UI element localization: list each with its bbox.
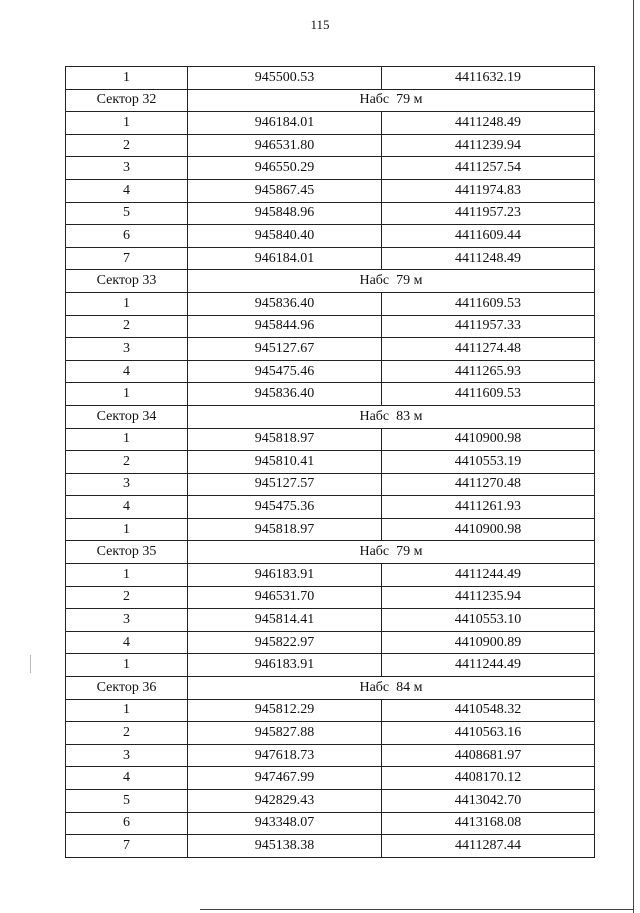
sector-header-row [66, 541, 595, 564]
coordinate-x: 947618.73 [188, 744, 382, 767]
table-row [66, 179, 595, 202]
coordinate-y: 4411609.53 [382, 383, 595, 406]
table-row [66, 790, 595, 813]
point-number: 1 [66, 67, 188, 90]
point-number: 3 [66, 744, 188, 767]
table-row [66, 564, 595, 587]
coordinate-y: 4410553.10 [382, 609, 595, 632]
table-row [66, 767, 595, 790]
coordinate-x: 945822.97 [188, 631, 382, 654]
table-row [66, 360, 595, 383]
sector-name: Сектор 32 [66, 89, 188, 112]
table-row [66, 722, 595, 745]
point-number: 1 [66, 518, 188, 541]
point-number: 7 [66, 247, 188, 270]
point-number: 5 [66, 202, 188, 225]
page-number: 115 [310, 17, 330, 32]
table-row [66, 428, 595, 451]
table-row [66, 631, 595, 654]
table-row [66, 338, 595, 361]
coordinate-x: 946183.91 [188, 654, 382, 677]
coordinate-x: 946531.70 [188, 586, 382, 609]
point-number: 1 [66, 654, 188, 677]
point-number: 4 [66, 179, 188, 202]
page-frame-bottom-edge [200, 909, 634, 910]
table-row [66, 247, 595, 270]
coordinate-x: 945810.41 [188, 451, 382, 474]
point-number: 1 [66, 699, 188, 722]
sector-header-row [66, 405, 595, 428]
coordinate-y: 4408681.97 [382, 744, 595, 767]
sector-name: Сектор 33 [66, 270, 188, 293]
sector-absolute-height: Набс 79 м [188, 270, 595, 293]
table-row [66, 292, 595, 315]
coordinate-y: 4411609.53 [382, 292, 595, 315]
coordinate-y: 4411274.48 [382, 338, 595, 361]
coordinate-y: 4410548.32 [382, 699, 595, 722]
coordinate-x: 945836.40 [188, 383, 382, 406]
sector-header-row [66, 677, 595, 700]
table-row [66, 654, 595, 677]
coordinate-x: 945844.96 [188, 315, 382, 338]
coordinate-x: 945840.40 [188, 225, 382, 248]
coordinate-x: 946183.91 [188, 564, 382, 587]
coordinates-table [65, 66, 595, 858]
coordinate-x: 946184.01 [188, 247, 382, 270]
point-number: 3 [66, 157, 188, 180]
point-number: 7 [66, 835, 188, 858]
point-number: 6 [66, 812, 188, 835]
sector-absolute-height: Набс 84 м [188, 677, 595, 700]
point-number: 2 [66, 134, 188, 157]
table-row [66, 383, 595, 406]
sector-absolute-height: Набс 79 м [188, 541, 595, 564]
table-row [66, 315, 595, 338]
table-row [66, 835, 595, 858]
point-number: 2 [66, 722, 188, 745]
coordinate-x: 945867.45 [188, 179, 382, 202]
coordinate-y: 4410553.19 [382, 451, 595, 474]
coordinate-x: 945127.67 [188, 338, 382, 361]
table-row [66, 202, 595, 225]
table-row [66, 134, 595, 157]
sector-absolute-height: Набс 83 м [188, 405, 595, 428]
point-number: 1 [66, 112, 188, 135]
table-row [66, 699, 595, 722]
point-number: 1 [66, 383, 188, 406]
coordinate-x: 943348.07 [188, 812, 382, 835]
coordinate-x: 945848.96 [188, 202, 382, 225]
coordinate-x: 945475.36 [188, 496, 382, 519]
sector-name: Сектор 34 [66, 405, 188, 428]
coordinate-x: 945836.40 [188, 292, 382, 315]
sector-absolute-height: Набс 79 м [188, 89, 595, 112]
coordinates-table-body [66, 67, 595, 858]
table-row [66, 518, 595, 541]
coordinate-x: 945827.88 [188, 722, 382, 745]
table-row [66, 67, 595, 90]
sector-name: Сектор 36 [66, 677, 188, 700]
coordinate-y: 4411287.44 [382, 835, 595, 858]
sector-header-row [66, 89, 595, 112]
sector-header-row [66, 270, 595, 293]
point-number: 1 [66, 564, 188, 587]
point-number: 6 [66, 225, 188, 248]
coordinate-x: 945814.41 [188, 609, 382, 632]
point-number: 4 [66, 631, 188, 654]
point-number: 3 [66, 473, 188, 496]
coordinate-x: 946550.29 [188, 157, 382, 180]
coordinate-y: 4411244.49 [382, 564, 595, 587]
point-number: 4 [66, 496, 188, 519]
coordinate-y: 4411257.54 [382, 157, 595, 180]
coordinate-x: 946184.01 [188, 112, 382, 135]
coordinate-y: 4411235.94 [382, 586, 595, 609]
point-number: 5 [66, 790, 188, 813]
page-frame-right-edge [633, 0, 634, 913]
point-number: 2 [66, 451, 188, 474]
coordinate-x: 942829.43 [188, 790, 382, 813]
coordinate-x: 945818.97 [188, 518, 382, 541]
coordinate-x: 945818.97 [188, 428, 382, 451]
coordinate-y: 4411244.49 [382, 654, 595, 677]
coordinate-y: 4410900.89 [382, 631, 595, 654]
point-number: 1 [66, 428, 188, 451]
coordinate-x: 945127.57 [188, 473, 382, 496]
table-row [66, 496, 595, 519]
coordinate-y: 4413042.70 [382, 790, 595, 813]
table-row [66, 225, 595, 248]
coordinate-y: 4411609.44 [382, 225, 595, 248]
coordinate-y: 4411270.48 [382, 473, 595, 496]
point-number: 3 [66, 609, 188, 632]
coordinate-x: 946531.80 [188, 134, 382, 157]
table-row [66, 744, 595, 767]
table-row [66, 112, 595, 135]
coordinate-y: 4413168.08 [382, 812, 595, 835]
coordinate-x: 945500.53 [188, 67, 382, 90]
point-number: 4 [66, 767, 188, 790]
coordinate-y: 4411248.49 [382, 247, 595, 270]
coordinate-y: 4410900.98 [382, 428, 595, 451]
coordinate-y: 4411957.23 [382, 202, 595, 225]
table-row [66, 609, 595, 632]
point-number: 1 [66, 292, 188, 315]
coordinate-x: 945812.29 [188, 699, 382, 722]
coordinate-y: 4411957.33 [382, 315, 595, 338]
table-row [66, 586, 595, 609]
point-number: 2 [66, 315, 188, 338]
coordinate-y: 4411261.93 [382, 496, 595, 519]
table-row [66, 157, 595, 180]
coordinate-y: 4410563.16 [382, 722, 595, 745]
sector-name: Сектор 35 [66, 541, 188, 564]
point-number: 3 [66, 338, 188, 361]
coordinate-y: 4411239.94 [382, 134, 595, 157]
coordinate-y: 4411974.83 [382, 179, 595, 202]
coordinate-y: 4408170.12 [382, 767, 595, 790]
coordinate-x: 947467.99 [188, 767, 382, 790]
point-number: 4 [66, 360, 188, 383]
coordinate-x: 945475.46 [188, 360, 382, 383]
table-row [66, 812, 595, 835]
coordinate-y: 4411248.49 [382, 112, 595, 135]
coordinate-y: 4410900.98 [382, 518, 595, 541]
coordinate-x: 945138.38 [188, 835, 382, 858]
table-row [66, 473, 595, 496]
coordinate-y: 4411632.19 [382, 67, 595, 90]
point-number: 2 [66, 586, 188, 609]
table-row [66, 451, 595, 474]
coordinate-y: 4411265.93 [382, 360, 595, 383]
scan-artifact-mark [30, 655, 31, 673]
